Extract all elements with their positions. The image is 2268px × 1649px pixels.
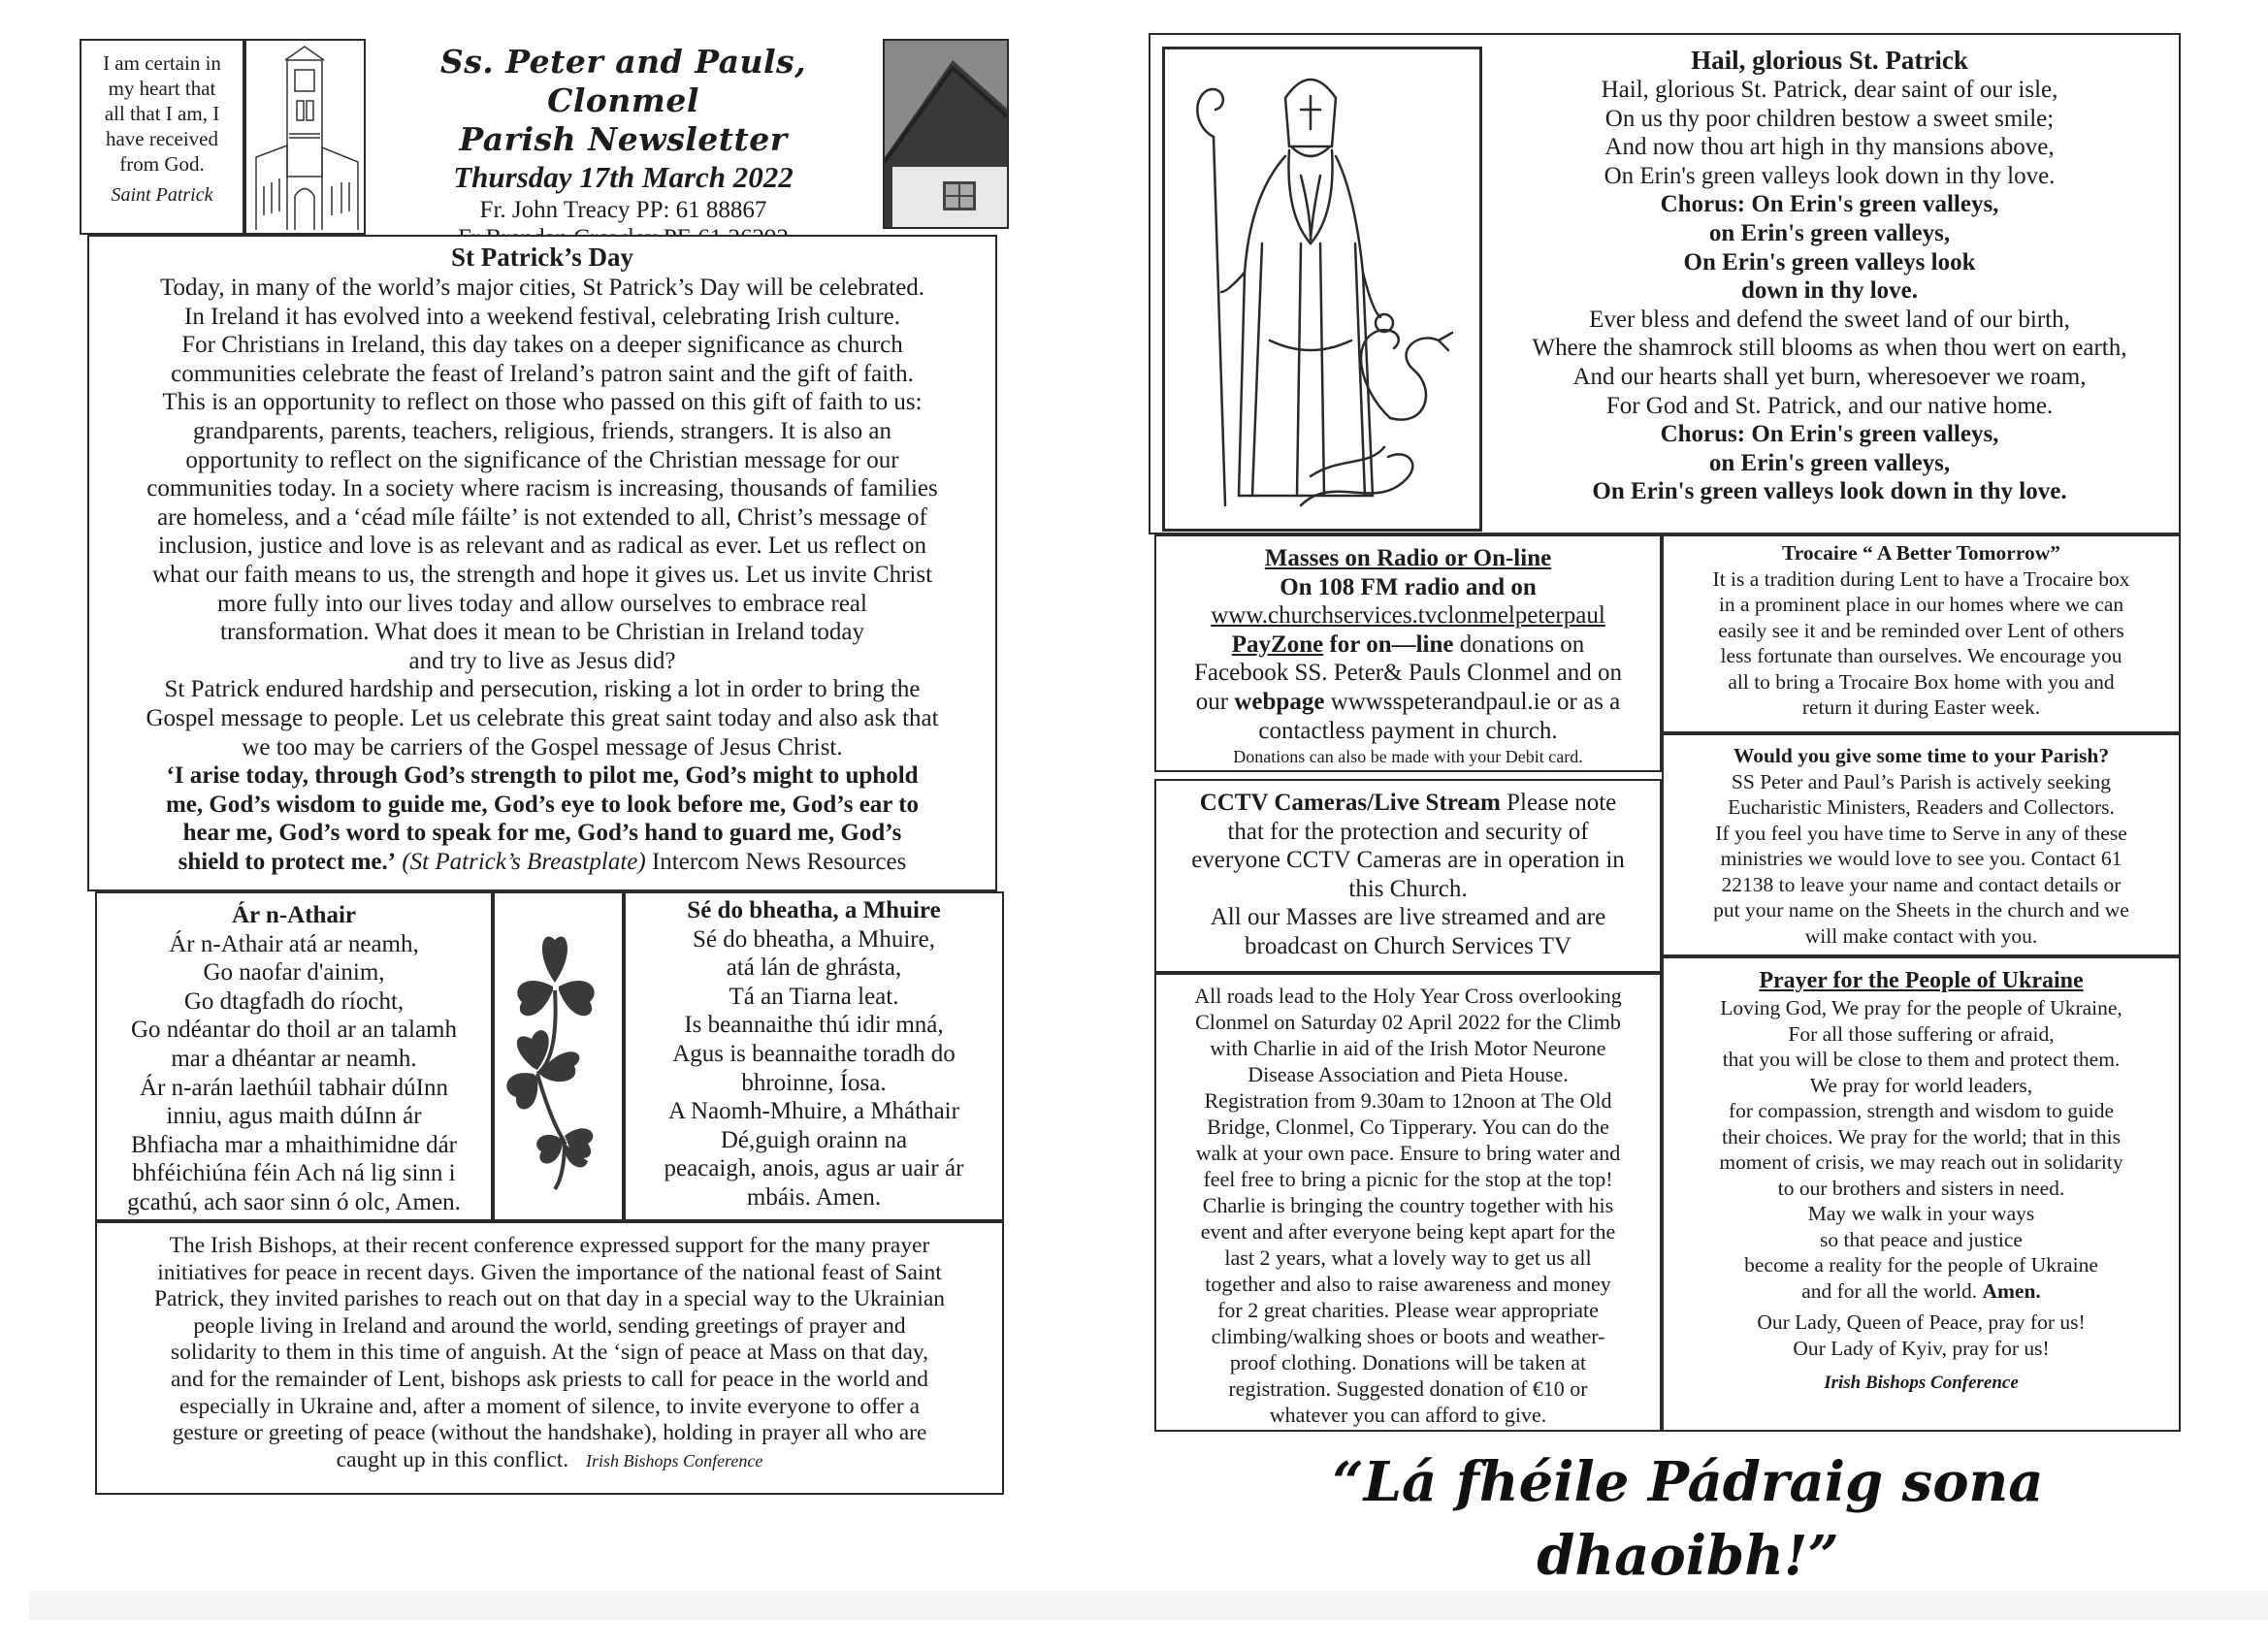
- prayer-line: bhroinne, Íosa.: [741, 1069, 887, 1096]
- text-line: Gospel message to people. Let us celebrate this great saint today and also ask that: [146, 704, 939, 731]
- text-line: we too may be carriers of the Gospel message of Jesus Christ.: [242, 733, 843, 760]
- newsletter-date: Thursday 17th March 2022: [453, 160, 794, 194]
- hymn-line: Hail, glorious St. Patrick, dear saint of our isle,: [1601, 77, 2058, 103]
- hymn-line: On us thy poor children bestow a sweet smile;: [1604, 105, 2055, 132]
- text-line: opportunity to reflect on the significance of the Christian message for our: [185, 446, 899, 473]
- newsletter-title: Parish Newsletter: [459, 120, 788, 158]
- parish-name: Ss. Peter and Pauls, Clonmel: [439, 43, 807, 119]
- payzone-link[interactable]: PayZone: [1231, 630, 1324, 658]
- text-line: In Ireland it has evolved into a weekend festival, celebrating Irish culture.: [184, 303, 900, 330]
- text-line: all to bring a Trocaire Box home with you and: [1728, 669, 2115, 694]
- quote-line: I am certain in: [103, 51, 221, 75]
- trocaire-heading: Trocaire “ A Better Tomorrow”: [1781, 541, 2061, 565]
- chorus-line: Chorus: On Erin's green valleys,: [1660, 421, 1999, 448]
- text-line: communities celebrate the feast of Ireland’s patron saint and the gift of faith.: [171, 360, 914, 387]
- text-line: feel free to bring a picnic for the stop at the top!: [1203, 1167, 1613, 1191]
- breastplate-line: hear me, God’s word to speak for me, God’s hand to guard me, God’s: [182, 820, 902, 847]
- bishops-peace-notice: [95, 1221, 1004, 1495]
- text-line: All roads lead to the Holy Year Cross overlooking: [1194, 984, 1622, 1008]
- text-line: communities today. In a society where racism is increasing, thousands of families: [146, 475, 938, 502]
- st-patricks-day-greeting: “Lá fhéile Pádraig sona dhaoibh!”: [1332, 1450, 2044, 1588]
- text-line: walk at your own pace. Ensure to bring water and: [1195, 1141, 1621, 1165]
- quote-line: from God.: [119, 152, 205, 176]
- donations-text: donations on: [1459, 630, 1585, 658]
- hymn-line: On Erin's green valleys look down in thy love.: [1604, 162, 2056, 189]
- text-line: with Charlie in aid of the Irish Motor Neurone: [1210, 1036, 1606, 1060]
- prayer-line: gcathú, ach saor sinn ó olc, Amen.: [127, 1188, 461, 1215]
- breastplate-line: ‘I arise today, through God’s strength to pilot me, God’s might to uphold: [166, 762, 919, 790]
- chorus-line: Chorus: On Erin's green valleys,: [1660, 191, 1999, 218]
- chorus-line: on Erin's green valleys,: [1708, 449, 1951, 476]
- ukraine-heading: Prayer for the People of Ukraine: [1759, 968, 2084, 993]
- text-line: Charlie is bringing the country together with his: [1202, 1193, 1614, 1217]
- text-line: 22138 to leave your name and contact details or: [1721, 872, 2122, 896]
- prayer-line: Sé do bheatha, a Mhuire,: [693, 925, 935, 953]
- chorus-line: On Erin's green valleys look down in thy love.: [1592, 478, 2067, 505]
- quote-attribution: Saint Patrick: [111, 184, 213, 206]
- prayer-line: inniu, agus maith dúInn ár: [166, 1103, 422, 1130]
- text-line: easily see it and be reminded over Lent of others: [1718, 618, 2124, 642]
- text-line: Disease Association and Pieta House.: [1247, 1062, 1569, 1086]
- breastplate-source: (St Patrick’s Breastplate): [402, 848, 646, 875]
- text-line: St Patrick endured hardship and persecution, risking a lot in order to bring the: [164, 676, 921, 703]
- prayer-line: moment of crisis, we may reach out in solidarity: [1719, 1150, 2123, 1174]
- prayer-line: Ár n-arán laethúil tabhair dúInn: [140, 1074, 448, 1101]
- ukraine-attribution: Irish Bishops Conference: [1824, 1373, 2019, 1393]
- our-text: our: [1195, 688, 1229, 715]
- church-services-link[interactable]: www.churchservices.tvclonmelpeterpaul: [1211, 602, 1605, 630]
- prayer-line: that you will be close to them and protect them.: [1722, 1048, 2121, 1071]
- text-line: especially in Ukraine and, after a moment of silence, to invite everyone to offer a: [178, 1393, 920, 1419]
- chorus-line: down in thy love.: [1741, 277, 1918, 305]
- st-patrick-figure-image: [1165, 49, 1479, 529]
- prayer-line: peacaigh, anois, agus ar uair ár: [664, 1155, 964, 1182]
- article-credit: Intercom News Resources: [651, 848, 907, 875]
- text-line: grandparents, parents, teachers, religious, friends, strangers. It is also an: [193, 417, 891, 444]
- text-line: Patrick, they invited parishes to reach out on that day in a special way to the Ukrainian: [153, 1286, 946, 1312]
- text-line: are homeless, and a ‘céad míle fáilte’ is not extended to all, Christ’s message of: [157, 503, 927, 531]
- text-line: climbing/walking shoes or boots and weather-: [1211, 1324, 1605, 1348]
- text-line: Eucharistic Ministers, Readers and Collectors.: [1728, 795, 2115, 819]
- text-line: less fortunate than ourselves. We encourage you: [1720, 644, 2122, 667]
- facebook-line: Facebook SS. Peter& Pauls Clonmel and on: [1194, 660, 1622, 687]
- contact-line: Fr. John Treacy PP: 61 88867: [479, 197, 767, 223]
- text-line: Today, in many of the world’s major cities, St Patrick’s Day will be celebrated.: [159, 275, 925, 301]
- volunteer-box: [1662, 733, 2181, 956]
- text-line: and try to live as Jesus did?: [408, 647, 676, 674]
- text-line: put your name on the Sheets in the church and we: [1713, 898, 2129, 922]
- prayer-line: May we walk in your ways: [1807, 1202, 2035, 1225]
- invocation-line: Our Lady of Kyiv, pray for us!: [1793, 1336, 2050, 1360]
- text-line: registration. Suggested donation of €10 or: [1228, 1376, 1588, 1401]
- prayer-line: Is beannaithe thú idir mná,: [684, 1012, 944, 1039]
- prayer-heading: Ár n-Athair: [231, 902, 356, 928]
- hymn-line: For God and St. Patrick, and our native home.: [1605, 392, 2054, 419]
- hymn-title: Hail, glorious St. Patrick: [1691, 46, 1968, 75]
- quote-line: have received: [105, 127, 218, 150]
- text-line: inclusion, justice and love is as relevant and as radical as ever. Let us reflect on: [157, 533, 927, 560]
- house-photo-image: [885, 41, 1007, 227]
- webpage-label: webpage: [1234, 688, 1325, 715]
- prayer-line: For all those suffering or afraid,: [1788, 1021, 2055, 1046]
- text-line: This is an opportunity to reflect on those who passed on this gift of faith to us:: [162, 389, 923, 416]
- prayer-line: to our brothers and sisters in need.: [1777, 1176, 2065, 1200]
- prayer-line: Bhfiacha mar a mhaithimidne dár: [131, 1131, 457, 1158]
- trocaire-box: [1662, 534, 2181, 733]
- text-line: event and after everyone being kept apart for the: [1200, 1219, 1616, 1244]
- prayer-line: atá lán de ghrásta,: [726, 954, 902, 982]
- breastplate-line: shield to protect me.’: [178, 848, 397, 875]
- text-line: It is a tradition during Lent to have a Trocaire box: [1712, 566, 2130, 591]
- shamrock-illustration: [493, 891, 624, 1221]
- text-line: Please note: [1507, 790, 1617, 816]
- prayer-line: A Naomh-Mhuire, a Mháthair: [668, 1098, 959, 1125]
- text-line: what our faith means to us, the strength and hope it gives us. Let us invite Christ: [151, 561, 933, 588]
- prayer-line: We pray for world leaders,: [1809, 1073, 2033, 1097]
- masses-heading: Masses on Radio or On-line: [1264, 545, 1552, 571]
- payzone-text: for on—line: [1329, 630, 1454, 658]
- text-line: together and also to raise awareness and money: [1205, 1272, 1611, 1296]
- text-line: Registration from 9.30am to 12noon at The Old: [1204, 1088, 1612, 1113]
- patrick-quote-box: [80, 39, 244, 235]
- hail-glorious-st-patrick-box: [1149, 33, 2181, 534]
- prayer-line: Agus is beannaithe toradh do: [672, 1040, 956, 1067]
- cctv-live-stream-box: [1154, 779, 1662, 973]
- our-father-irish-box: [95, 891, 493, 1221]
- text-line: in a prominent place in our homes where we can: [1718, 593, 2124, 616]
- text-line: solidarity to them in this time of anguish. At the ‘sign of peace at Mass on that day,: [170, 1340, 929, 1366]
- text-line: will make contact with you.: [1804, 923, 2038, 948]
- text-line: If you feel you have time to Serve in any of these: [1715, 821, 2127, 845]
- text-line: everyone CCTV Cameras are in operation in: [1191, 847, 1625, 874]
- prayer-line: and for all the world.: [1801, 1278, 1978, 1303]
- quote-line: my heart that: [108, 77, 216, 100]
- st-patrick-illustration: [1162, 47, 1482, 532]
- church-drawing: [244, 39, 366, 235]
- prayer-line: Go dtagfadh do ríocht,: [183, 987, 405, 1015]
- masses-online-box: [1154, 534, 1662, 772]
- text-line: For Christians in Ireland, this day takes on a deeper significance as church: [181, 332, 903, 359]
- volunteer-heading: Would you give some time to your Parish?: [1733, 744, 2110, 767]
- article-heading: St Patrick’s Day: [451, 242, 633, 272]
- text-line: for 2 great charities. Please wear appropriate: [1217, 1298, 1599, 1322]
- text-line: initiatives for peace in recent days. Given the importance of the national feast of Saint: [157, 1259, 942, 1285]
- hymn-line: And our hearts shall yet burn, wheresoever we roam,: [1572, 363, 2087, 390]
- text-line: All our Masses are live streamed and are: [1210, 904, 1606, 931]
- text-line: Clonmel on Saturday 02 April 2022 for the Climb: [1195, 1010, 1621, 1034]
- hymn-line: Where the shamrock still blooms as when thou wert on earth,: [1532, 335, 2127, 362]
- text-line: people living in Ireland and around the world, sending greetings of prayer and: [193, 1312, 906, 1339]
- prayer-line: Ár n-Athair atá ar neamh,: [169, 930, 419, 957]
- prayer-line: mar a dhéantar ar neamh.: [171, 1045, 417, 1072]
- prayer-line: their choices. We pray for the world; that in this: [1721, 1124, 2122, 1148]
- prayer-line: mbáis. Amen.: [746, 1183, 882, 1211]
- masthead: [369, 43, 878, 252]
- prayer-line: Tá an Tiarna leat.: [729, 983, 899, 1010]
- debit-card-note: Donations can also be made with your Debit card.: [1233, 747, 1583, 767]
- chorus-line: On Erin's green valleys look: [1683, 248, 1976, 275]
- webpage-url[interactable]: wwwsspeterandpaul.ie or as a: [1330, 688, 1621, 715]
- invocation-line: Our Lady, Queen of Peace, pray for us!: [1757, 1310, 2086, 1334]
- church-tower-image: [246, 41, 364, 233]
- text-line: and for the remainder of Lent, bishops ask priests to call for peace in the world and: [170, 1366, 929, 1392]
- ukraine-prayer-box: [1662, 956, 2181, 1432]
- prayer-heading: Sé do bheatha, a Mhuire: [687, 897, 941, 923]
- bishops-attribution: Irish Bishops Conference: [586, 1450, 763, 1471]
- text-line: transformation. What does it mean to be Christian in Ireland today: [220, 619, 864, 646]
- prayer-line: bhféichiúna féin Ach ná lig sinn i: [132, 1160, 456, 1187]
- climb-with-charlie-box: [1154, 973, 1662, 1432]
- article-paragraph: [99, 274, 986, 876]
- text-line: this Church.: [1348, 875, 1468, 902]
- shamrock-icon: [495, 893, 622, 1219]
- text-line: whatever you can afford to give.: [1269, 1403, 1547, 1427]
- prayer-line: so that peace and justice: [1820, 1227, 2023, 1251]
- radio-line: On 108 FM radio and on: [1280, 573, 1537, 600]
- prayer-line: Loving God, We pray for the people of Ukraine,: [1720, 996, 2122, 1019]
- contactless-line: contactless payment in church.: [1258, 717, 1558, 744]
- prayer-line: for compassion, strength and wisdom to guide: [1728, 1099, 2115, 1122]
- cctv-heading: CCTV Cameras/Live Stream: [1199, 790, 1501, 816]
- text-line: more fully into our lives today and allow ourselves to embrace real: [217, 590, 867, 617]
- text-line: last 2 years, what a lovely way to get us all: [1224, 1245, 1592, 1270]
- st-patricks-day-article: [87, 235, 997, 891]
- breastplate-line: me, God’s wisdom to guide me, God’s eye to look before me, God’s ear to: [165, 791, 920, 818]
- text-line: Bridge, Clonmel, Co Tipperary. You can do the: [1207, 1115, 1609, 1139]
- text-line: ministries we would love to see you. Contact 61: [1720, 847, 2122, 870]
- chorus-line: on Erin's green valleys,: [1708, 219, 1951, 246]
- text-line: return it during Easter week.: [1801, 695, 2041, 719]
- prayer-line: Go naofar d'ainim,: [203, 959, 385, 986]
- hymn-line: And now thou art high in thy mansions above,: [1604, 134, 2055, 161]
- text-line: gesture or greeting of peace (without the handshake), holding in prayer all who are: [172, 1420, 927, 1446]
- hail-mary-irish-box: [624, 891, 1004, 1221]
- amen-text: Amen.: [1982, 1278, 2041, 1303]
- text-line: caught up in this conflict.: [336, 1446, 569, 1472]
- text-line: that for the protection and security of: [1227, 818, 1589, 845]
- quote-line: all that I am, I: [104, 102, 220, 125]
- prayer-line: become a reality for the people of Ukraine: [1744, 1253, 2098, 1277]
- prayer-line: Go ndéantar do thoil ar an talamh: [131, 1017, 457, 1044]
- text-line: SS Peter and Paul’s Parish is actively seeking: [1731, 769, 2112, 793]
- text-line: proof clothing. Donations will be taken at: [1229, 1350, 1587, 1374]
- hymn-line: Ever bless and defend the sweet land of our birth,: [1589, 306, 2070, 333]
- text-line: The Irish Bishops, at their recent conference expressed support for the many prayer: [169, 1233, 930, 1258]
- page-bottom-shadow: [29, 1591, 2268, 1620]
- parish-house-photo: [883, 39, 1009, 229]
- prayer-line: Dé,guigh orainn na: [720, 1126, 908, 1153]
- text-line: broadcast on Church Services TV: [1245, 932, 1571, 959]
